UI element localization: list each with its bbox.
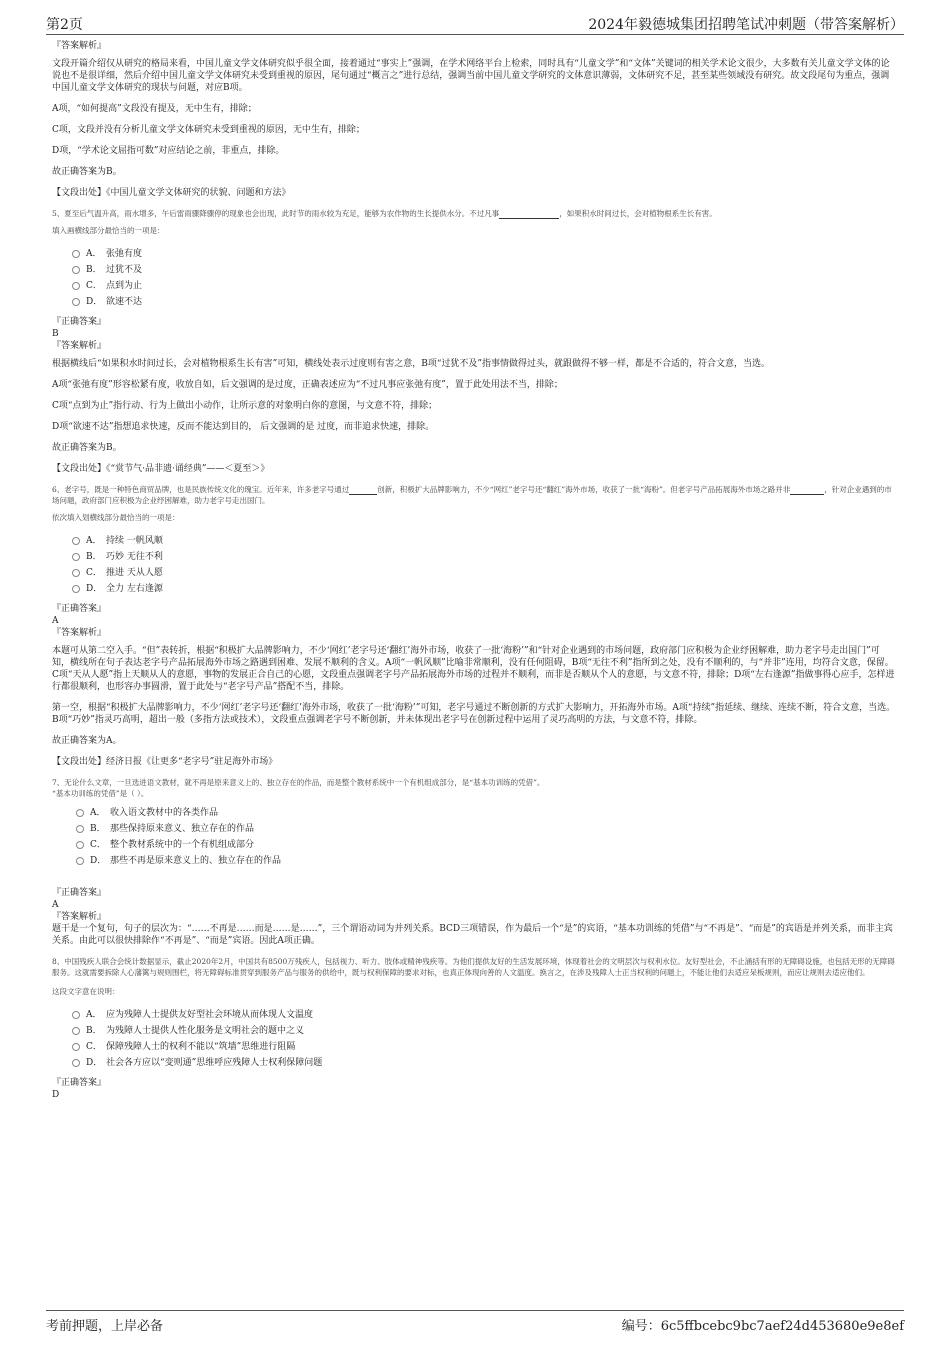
option-a[interactable]: A． 持续 一帆风顺: [72, 533, 897, 549]
option-c[interactable]: C． 整个教材系统中的一个有机组成部分: [76, 837, 897, 853]
radio-icon[interactable]: [72, 266, 80, 274]
option-a[interactable]: A． 张弛有度: [72, 246, 897, 262]
answer-label: 『正确答案』: [52, 1078, 107, 1088]
option-d[interactable]: D． 社会各方应以“变则通”思维呼应残障人士权利保障问题: [72, 1055, 897, 1071]
option-list: [72, 246, 897, 310]
page-header: [46, 14, 904, 35]
radio-icon[interactable]: [72, 537, 80, 545]
question-hint: 这段文字意在说明：: [52, 987, 120, 996]
option-b[interactable]: B． 为残障人士提供人性化服务是文明社会的题中之义: [72, 1023, 897, 1039]
answer-value: B: [52, 329, 59, 339]
option-list: [76, 805, 897, 869]
option-b[interactable]: B． 那些保持原来意义、独立存在的作品: [76, 821, 897, 837]
radio-icon[interactable]: [76, 857, 84, 865]
option-a[interactable]: A． 应为残障人士提供友好型社会环境从而体现人文温度: [72, 1007, 897, 1023]
answer-label: 『正确答案』: [52, 317, 107, 327]
analysis-text: 题干是一个复句，句子的层次为：“……不再是……而是……是……”，三个谓语动词为并列关系。BCD三项错误，作为最后一个“是”的宾语，“基本功训练的凭借”与“不再是”、“而是”的宾语是并列关系，而非主宾关系。由此可以很快排除作“不再是”、“而是”宾语。因此A项正确。: [52, 924, 893, 946]
document-code: 编号：6c5ffbcebc9bc7aef24d453680e9e8ef: [621, 1319, 904, 1334]
radio-icon[interactable]: [76, 841, 84, 849]
analysis-conclusion: 故正确答案为B。: [52, 167, 122, 177]
radio-icon[interactable]: [72, 1027, 80, 1035]
question-stem: 6、老字号，既是一种特色商贸品牌，也是民族传统文化的瑰宝。近年来，许多老字号通过 创新，积极扩大品牌影响力，不少“网红”老字号还“翻红”海外市场，收获了一批“海粉”。但老字号产品拓展海外市场之路并非 ，针对企业遇到的市场问题，政府部门应积极为企业纾困解难，助力老字号走出国门。: [52, 485, 892, 505]
analysis-option-a: A项，“如何提高”文段没有提及，无中生有，排除；: [52, 104, 257, 114]
question-stem: 5、夏至后气温升高，雨水增多，午后雷雨骤降骤停的现象也会出现，此时节的雨水较为充足，能够为农作物的生长提供水分。不过凡事 ，如果积水时间过长，会对植物根系生长有害。: [52, 209, 717, 218]
radio-icon[interactable]: [72, 585, 80, 593]
analysis-text-2: 第一空，根据“积极扩大品牌影响力，不少‘网红’老字号还‘翻红’海外市场，收获了一批‘海粉’”可知，老字号通过不断创新的方式扩大影响力，开拓海外市场。A项“持续”指延续、继续、连续不断，符合文意，当选。B项“巧妙”指灵巧高明，超出一般（多指方法或技术），文段重点强调老字号不断创新，并未体现出老字号在创新过程中运用了灵巧高明的方法，与文意不符，排除。: [52, 703, 896, 725]
radio-icon[interactable]: [76, 825, 84, 833]
answer-value: A: [52, 900, 59, 910]
radio-icon[interactable]: [72, 569, 80, 577]
analysis-option-c: C项“点到为止”指行动、行为上做出小动作，让所示意的对象明白你的意图，与文意不符，排除；: [52, 401, 438, 411]
option-a[interactable]: A． 收入语文教材中的各类作品: [76, 805, 897, 821]
question-hint: 依次填入划横线部分最恰当的一项是：: [52, 513, 180, 522]
analysis-text: 本题可从第二空入手。“但”表转折，根据“积极扩大品牌影响力，不少‘网红’老字号还‘翻红’海外市场，收获了一批‘海粉’”和“针对企业遇到的市场问题，政府部门应积极为企业纾困解难，助力老字号走出国门”可知，横线所在句子表达老字号产品拓展海外市场之路遇到困难、发展不顺利的含义。A项“一帆风顺”比喻非常顺利，没有任何阻碍，B项“无往不利”指所到之处，没有不顺利的，与“并非”连用，均符合文意，保留。C项“天从人愿”指上天顺从人的意愿，事物的发展正合自己的心愿，文段重点强调老字号产品拓展海外市场的过程并不顺利，而非是否顺从个人的意愿，与文意不符，排除；D项“左右逢源”指做事得心应手，怎样进行都很顺利，也形容办事圆滑，置于此处与“老字号产品”搭配不当，排除。: [52, 646, 895, 692]
question-hint: 填入画横线部分最恰当的一项是：: [52, 226, 165, 235]
passage-source: 【文段出处】经济日报《让更多“老字号”驻足海外市场》: [52, 757, 278, 767]
analysis-option-d: D项，“学术论文屈指可数”对应结论之前，非重点，排除。: [52, 146, 285, 156]
radio-icon[interactable]: [72, 553, 80, 561]
option-b[interactable]: B． 巧妙 无往不利: [72, 549, 897, 565]
answer-label: 『正确答案』: [52, 604, 107, 614]
analysis-text: 根据横线后“如果积水时间过长，会对植物根系生长有害”可知，横线处表示过度则有害之意，B项“过犹不及”指事情做得过头，就跟做得不够一样，都是不合适的，符合文意，当选。: [52, 359, 771, 369]
radio-icon[interactable]: [72, 250, 80, 258]
radio-icon[interactable]: [72, 1059, 80, 1067]
document-body: [52, 40, 897, 1101]
answer-value: D: [52, 1090, 60, 1100]
option-d[interactable]: D． 欲速不达: [72, 294, 897, 310]
option-d[interactable]: D． 那些不再是原来意义上的、独立存在的作品: [76, 853, 897, 869]
radio-icon[interactable]: [72, 282, 80, 290]
analysis-text: 文段开篇介绍仅从研究的格局来看，中国儿童文学文体研究似乎很全面，接着通过“事实上”强调，在学术网络平台上检索，同时具有“儿童文学”和“文体”关键词的相关学术论文很少，大多数有关儿童文学文体的论说也不是很详细，然后介绍中国儿童文学文体研究未受到重视的原因，尾句通过“概言之”进行总结，强调当前中国儿童文学研究的文体意识薄弱，文体研究不足，甚至某些领域没有研究。故文段尾句为重点，强调中国儿童文学文体研究的现状与问题，对应B项。: [52, 59, 890, 93]
option-list: [72, 1007, 897, 1071]
analysis-option-a: A项“张弛有度”形容松紧有度，收放自如，后文强调的是过度，正确表述应为“不过凡事应张弛有度”，置于此处用法不当，排除；: [52, 380, 563, 390]
analysis-label: 『答案解析』: [52, 341, 107, 351]
option-c[interactable]: C． 点到为止: [72, 278, 897, 294]
analysis-label: 『答案解析』: [52, 41, 107, 51]
passage-source: 【文段出处】《中国儿童文学文体研究的状貌、问题和方法》: [52, 188, 291, 198]
answer-value: A: [52, 616, 59, 626]
answer-label: 『正确答案』: [52, 888, 107, 898]
radio-icon[interactable]: [72, 1043, 80, 1051]
document-title: 2024年毅德城集团招聘笔试冲刺题（带答案解析）: [588, 17, 904, 33]
question-stem-2: “基本功训练的凭借”是（ ）。: [52, 789, 149, 798]
footer-slogan: 考前押题，上岸必备: [46, 1319, 164, 1334]
option-c[interactable]: C． 保障残障人士的权利不能以“筑墙”思维进行阻隔: [72, 1039, 897, 1055]
option-b[interactable]: B． 过犹不及: [72, 262, 897, 278]
option-list: [72, 533, 897, 597]
question-stem: 8、中国残疾人联合会统计数据显示，截止2020年2月，中国共有8500万残疾人，包括视力、听力、肢体或精神残疾等。为他们提供友好的生活发展环境，体现着社会的文明层次与权利水位。友好型社会，不止涵括有形的无障碍设施，也包括无形的无障碍服务。这就需要拆除人心藩篱与规则围栏，将无障碍标准贯穿到服务产品与服务的供给中，既与权利保障的要求对标，也真正体现向善的人文温度。换言之，在涉及残障人士正当权利的问题上，不能让他们去适应呆板规则，而应让规则去适应他们。: [52, 957, 895, 977]
passage-source: 【文段出处】《“赏节气·品非遗·诵经典”——＜夏至＞》: [52, 464, 270, 474]
option-d[interactable]: D． 全力 左右逢源: [72, 581, 897, 597]
question-stem: 7、无论什么文章，一旦选进语文教材，就不再是原来意义上的、独立存在的作品，而是整个教材系统中一个有机组成部分，是“基本功训练的凭借”。: [52, 778, 545, 787]
radio-icon[interactable]: [76, 809, 84, 817]
radio-icon[interactable]: [72, 1011, 80, 1019]
page-footer: [46, 1310, 904, 1337]
analysis-option-d: D项“欲速不达”指想追求快速，反而不能达到目的， 后文强调的是 过度，而非追求快速，排除。: [52, 422, 435, 432]
option-c[interactable]: C． 推进 天从人愿: [72, 565, 897, 581]
page-number: 第2页: [46, 17, 83, 33]
analysis-conclusion: 故正确答案为A。: [52, 736, 122, 746]
analysis-option-c: C项，文段并没有分析儿童文学文体研究未受到重视的原因，无中生有，排除；: [52, 125, 365, 135]
analysis-label: 『答案解析』: [52, 628, 107, 638]
analysis-conclusion: 故正确答案为B。: [52, 443, 122, 453]
analysis-label: 『答案解析』: [52, 912, 107, 922]
radio-icon[interactable]: [72, 298, 80, 306]
